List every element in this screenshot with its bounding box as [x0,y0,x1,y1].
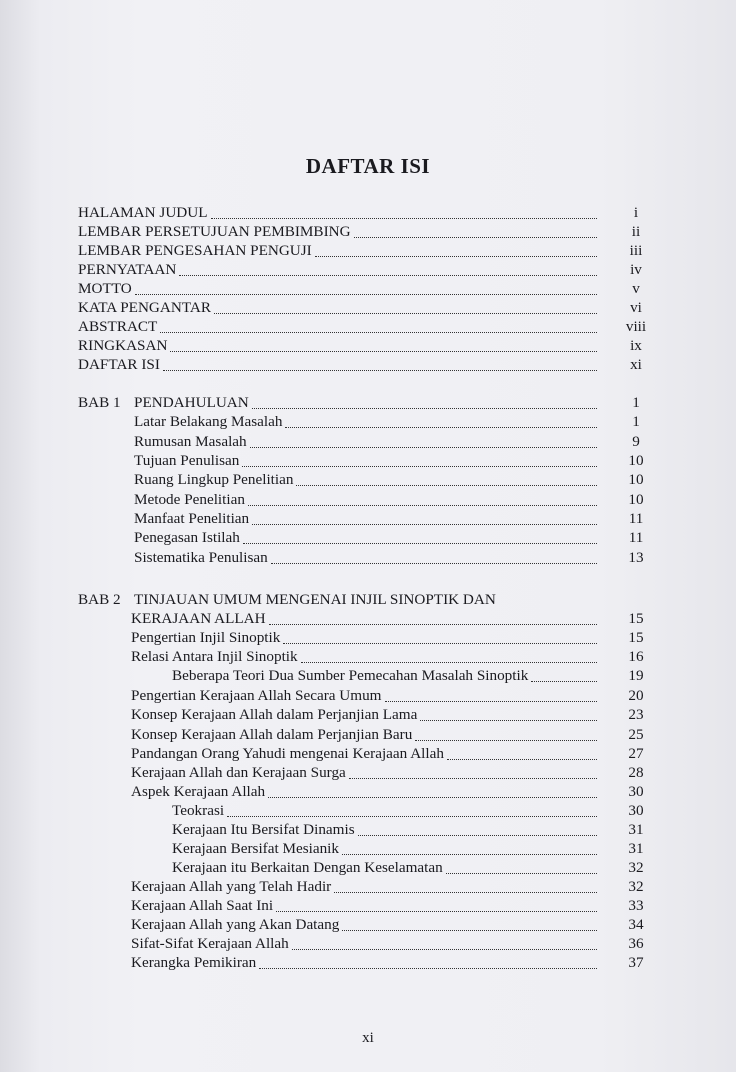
toc-entry [131,877,656,897]
dot-leader [211,218,597,219]
toc-entry-page: 28 [628,764,644,781]
dot-leader [296,485,597,486]
toc-entry-label: PERNYATAAN [78,261,177,278]
toc-entry-page: xi [630,356,642,373]
dot-leader [292,949,597,950]
toc-entry-page: 31 [628,840,644,857]
toc-entry [134,490,656,510]
toc-entry [172,858,656,878]
toc-entry-page: 37 [628,954,644,971]
toc-entry-label: Beberapa Teori Dua Sumber Pemecahan Masalah Sinoptik [172,667,529,684]
toc-entry-page: 10 [628,452,644,469]
toc-entry-page: ix [630,337,642,354]
toc-entry-page: 11 [628,510,644,527]
toc-entry-label: Latar Belakang Masalah [134,413,283,430]
toc-entry-page: 13 [628,549,644,566]
dot-leader [268,797,597,798]
toc-entry-label: Pengertian Injil Sinoptik [131,629,281,646]
toc-entry [134,548,656,568]
dot-leader [358,835,597,836]
toc-entry-page: ii [631,223,641,240]
dot-leader [243,543,597,544]
toc-entry [134,412,656,432]
toc-entry-page: 20 [628,687,644,704]
dot-leader [269,624,597,625]
toc-entry [131,763,656,783]
toc-entry [131,647,656,667]
dot-leader [170,351,597,352]
toc-entry [78,260,656,280]
toc-entry-page: 15 [628,610,644,627]
toc-entry [134,509,656,529]
chapter-number: BAB 1 [78,394,121,411]
dot-leader [447,759,597,760]
toc-entry-label: Kerajaan Allah yang Telah Hadir [131,878,332,895]
toc-entry [131,744,656,764]
toc-entry [131,896,656,916]
toc-entry-label: Kerajaan Bersifat Mesianik [172,840,339,857]
toc-entry-page: v [632,280,640,297]
toc-entry [131,782,656,802]
toc-entry-label: Kerajaan Itu Bersifat Dinamis [172,821,355,838]
toc-entry [78,298,656,318]
toc-entry-label: Tujuan Penulisan [134,452,240,469]
toc-entry-label: LEMBAR PERSETUJUAN PEMBIMBING [78,223,351,240]
toc-entry [131,915,656,935]
dot-leader [301,662,597,663]
dot-leader [531,681,597,682]
dot-leader [163,370,597,371]
toc-entry-label: Manfaat Penelitian [134,510,250,527]
dot-leader [242,466,597,467]
toc-entry [172,801,656,821]
toc-entry-label: Kerajaan Allah yang Akan Datang [131,916,340,933]
toc-entry-page: 9 [632,433,640,450]
toc-entry-label: TINJAUAN UMUM MENGENAI INJIL SINOPTIK DAN [134,591,496,608]
toc-entry-page: iv [630,261,642,278]
toc-entry-label: Penegasan Istilah [134,529,240,546]
toc-entry-page: 34 [628,916,644,933]
toc-entry-page: 33 [628,897,644,914]
toc-entry-page: 11 [628,529,644,546]
toc-entry-page: 36 [628,935,644,952]
toc-entry-label: Aspek Kerajaan Allah [131,783,266,800]
dot-leader [259,968,597,969]
toc-entry-page: iii [629,242,643,259]
toc-entry [134,470,656,490]
toc-entry-page: 1 [632,394,640,411]
dot-leader [135,294,597,295]
dot-leader [285,427,597,428]
toc-entry-label: Konsep Kerajaan Allah dalam Perjanjian Baru [131,726,413,743]
toc-entry [78,393,656,413]
dot-leader [214,313,597,314]
toc-entry-page: 10 [628,471,644,488]
toc-entry [78,279,656,299]
page-number-footer: xi [362,1030,374,1046]
toc-entry [134,451,656,471]
toc-entry-label: Sistematika Penulisan [134,549,268,566]
dot-leader [250,447,597,448]
toc-entry-label: Kerangka Pemikiran [131,954,257,971]
dot-leader [446,873,597,874]
toc-entry [78,336,656,356]
dot-leader [179,275,597,276]
toc-entry-label: Konsep Kerajaan Allah dalam Perjanjian Lama [131,706,418,723]
toc-entry [172,839,656,859]
toc-entry-page: vi [630,299,642,316]
chapter-number: BAB 2 [78,591,121,608]
dot-leader [248,505,597,506]
toc-entry-page: 30 [628,783,644,800]
dot-leader [385,701,598,702]
toc-entry-page: i [633,204,639,221]
toc-entry-label: Teokrasi [172,802,225,819]
toc-entry-page: 30 [628,802,644,819]
toc-entry-label: Pandangan Orang Yahudi mengenai Kerajaan Allah [131,745,444,762]
toc-entry-page: 15 [628,629,644,646]
dot-leader [342,854,597,855]
toc-entry-page: 23 [628,706,644,723]
toc-entry-label: HALAMAN JUDUL [78,204,208,221]
dot-leader [420,720,597,721]
toc-entry-label: Ruang Lingkup Penelitian [134,471,294,488]
dot-leader [271,563,597,564]
toc-entry [131,934,656,954]
toc-entry-label: ABSTRACT [78,318,158,335]
dot-leader [342,930,597,931]
toc-entry [131,686,656,706]
toc-entry-label: Rumusan Masalah [134,433,247,450]
toc-entry-label: Kerajaan itu Berkaitan Dengan Keselamatan [172,859,443,876]
toc-entry [131,628,656,648]
dot-leader [354,237,597,238]
toc-entry [78,222,656,242]
toc-entry [78,203,656,223]
toc-entry [78,590,656,610]
toc-entry-label: KERAJAAN ALLAH [131,610,266,627]
toc-entry-page: viii [625,318,647,335]
dot-leader [160,332,597,333]
toc-entry-label: KATA PENGANTAR [78,299,211,316]
dot-leader [415,740,597,741]
toc-entry-label: Kerajaan Allah Saat Ini [131,897,274,914]
toc-entry-page: 31 [628,821,644,838]
toc-entry-label: Kerajaan Allah dan Kerajaan Surga [131,764,346,781]
dot-leader [315,256,597,257]
toc-entry [78,241,656,261]
toc-entry-label: LEMBAR PENGESAHAN PENGUJI [78,242,312,259]
toc-entry-page: 32 [628,878,644,895]
toc-entry-label: RINGKASAN [78,337,168,354]
dot-leader [252,524,597,525]
toc-entry [131,609,656,629]
toc-entry-label: Relasi Antara Injil Sinoptik [131,648,298,665]
toc-entry [134,528,656,548]
toc-entry-page: 19 [628,667,644,684]
toc-entry-page: 1 [632,413,640,430]
dot-leader [334,892,597,893]
toc-entry-label: Pengertian Kerajaan Allah Secara Umum [131,687,382,704]
toc-entry [134,432,656,452]
dot-leader [252,408,597,409]
dot-leader [283,643,597,644]
toc-entry [78,317,656,337]
toc-entry-page: 10 [628,491,644,508]
dot-leader [276,911,597,912]
toc-entry [78,355,656,375]
toc-entry [131,725,656,745]
toc-entry-label: Metode Penelitian [134,491,245,508]
toc-entry-label: DAFTAR ISI [78,356,160,373]
toc-entry-page: 27 [628,745,644,762]
dot-leader [227,816,597,817]
dot-leader [349,778,597,779]
toc-entry-label: Sifat-Sifat Kerajaan Allah [131,935,289,952]
toc-entry [131,953,656,973]
toc-entry [172,666,656,686]
page-title: DAFTAR ISI [305,154,431,178]
toc-entry-label: MOTTO [78,280,132,297]
toc-entry-page: 16 [628,648,644,665]
toc-entry-label: PENDAHULUAN [134,394,249,411]
toc-entry [131,705,656,725]
toc-entry [172,820,656,840]
toc-entry-page: 32 [628,859,644,876]
toc-entry-page: 25 [628,726,644,743]
